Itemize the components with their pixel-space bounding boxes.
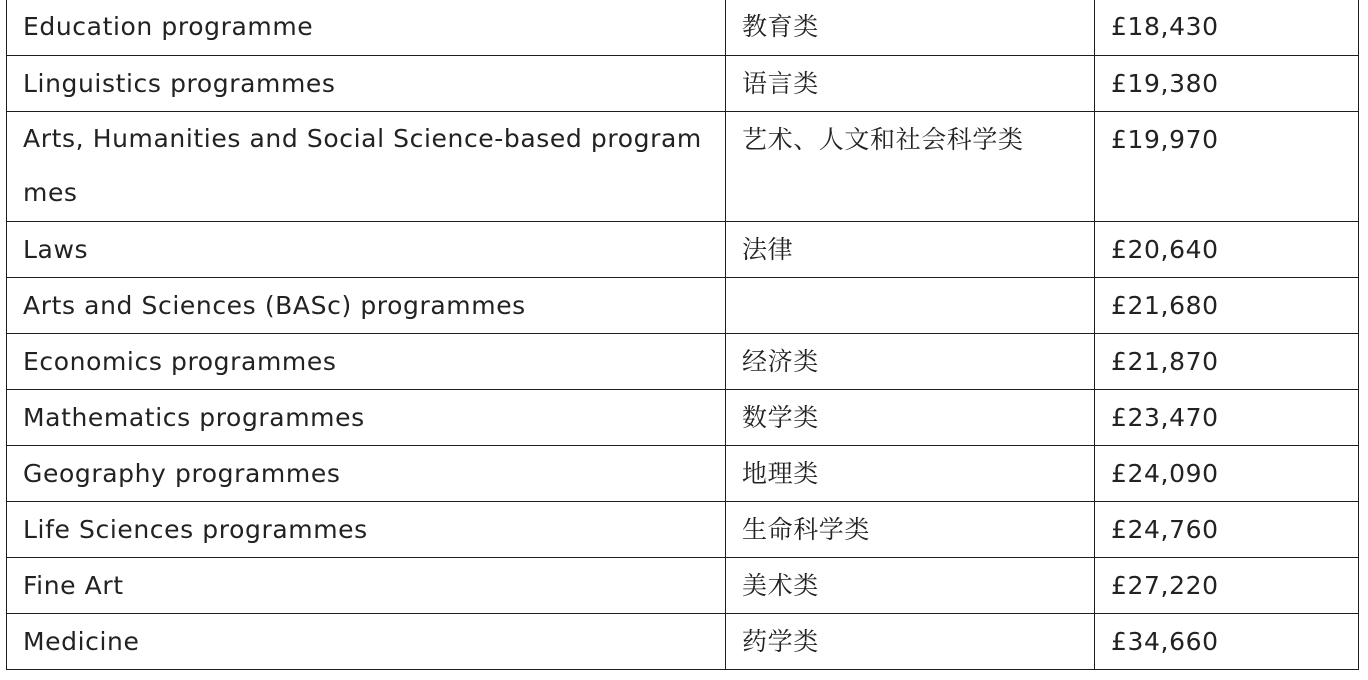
- fee-amount: £21,680: [1111, 290, 1219, 320]
- programme-name-cell: [7, 277, 726, 333]
- fee-cell: [1095, 111, 1359, 221]
- chinese-category-cell: [726, 111, 1095, 221]
- programme-name: Medicine: [23, 626, 140, 656]
- fee-amount: £19,380: [1111, 68, 1219, 98]
- table-row: [7, 111, 1359, 221]
- table-row: [7, 445, 1359, 501]
- table-row: [7, 277, 1359, 333]
- programme-name: Arts, Humanities and Social Science-based programmes: [23, 123, 702, 207]
- chinese-category: 药学类: [742, 626, 819, 656]
- chinese-category: 生命科学类: [742, 514, 871, 544]
- fee-amount: £20,640: [1111, 234, 1219, 264]
- programme-name-cell: [7, 55, 726, 111]
- chinese-category-cell: [726, 613, 1095, 669]
- chinese-category-cell: [726, 277, 1095, 333]
- programme-name-cell: [7, 445, 726, 501]
- fee-cell: [1095, 557, 1359, 613]
- table-row: [7, 501, 1359, 557]
- chinese-category: 数学类: [742, 402, 819, 432]
- chinese-category-cell: [726, 221, 1095, 277]
- fee-cell: [1095, 277, 1359, 333]
- programme-name: Mathematics programmes: [23, 402, 365, 432]
- fee-cell: [1095, 0, 1359, 55]
- programme-name: Education programme: [23, 12, 314, 41]
- fee-amount: £34,660: [1111, 626, 1219, 656]
- table-row: [7, 389, 1359, 445]
- programme-name-cell: [7, 111, 726, 221]
- programme-name: Life Sciences programmes: [23, 514, 368, 544]
- table-row: [7, 55, 1359, 111]
- table-row: [7, 333, 1359, 389]
- chinese-category-cell: [726, 389, 1095, 445]
- programme-name-cell: [7, 221, 726, 277]
- chinese-category: 艺术、人文和社会科学类: [742, 124, 1024, 154]
- table-row: [7, 0, 1359, 55]
- chinese-category: 美术类: [742, 570, 819, 600]
- table-row: [7, 613, 1359, 669]
- programme-name: Geography programmes: [23, 458, 341, 488]
- programme-name-cell: [7, 333, 726, 389]
- table-row: [7, 557, 1359, 613]
- chinese-category-cell: [726, 333, 1095, 389]
- fee-cell: [1095, 389, 1359, 445]
- programme-name: Fine Art: [23, 570, 124, 600]
- chinese-category-cell: [726, 557, 1095, 613]
- chinese-category: 法律: [742, 234, 794, 264]
- chinese-category: 教育类: [742, 12, 819, 41]
- programme-name: Arts and Sciences (BASc) programmes: [23, 290, 526, 320]
- programme-name-cell: [7, 0, 726, 55]
- programme-name-cell: [7, 557, 726, 613]
- programme-name-cell: [7, 613, 726, 669]
- fee-amount: £18,430: [1111, 12, 1219, 41]
- fee-amount: £21,870: [1111, 346, 1219, 376]
- programme-name: Economics programmes: [23, 346, 337, 376]
- fee-amount: £27,220: [1111, 570, 1219, 600]
- chinese-category: 地理类: [742, 458, 819, 488]
- programme-name-cell: [7, 389, 726, 445]
- chinese-category: 经济类: [742, 346, 819, 376]
- fee-cell: [1095, 333, 1359, 389]
- fee-cell: [1095, 501, 1359, 557]
- fee-amount: £24,090: [1111, 458, 1219, 488]
- chinese-category: [742, 278, 1080, 292]
- chinese-category-cell: [726, 501, 1095, 557]
- programme-name: Linguistics programmes: [23, 68, 336, 98]
- programme-name-cell: [7, 501, 726, 557]
- table-row: [7, 221, 1359, 277]
- fee-amount: £23,470: [1111, 402, 1219, 432]
- fee-cell: [1095, 55, 1359, 111]
- tuition-fee-table: [6, 0, 1359, 670]
- fee-amount: £24,760: [1111, 514, 1219, 544]
- fee-cell: [1095, 445, 1359, 501]
- chinese-category: 语言类: [742, 68, 819, 98]
- chinese-category-cell: [726, 445, 1095, 501]
- fee-amount: £19,970: [1111, 124, 1219, 154]
- fee-cell: [1095, 613, 1359, 669]
- chinese-category-cell: [726, 0, 1095, 55]
- programme-name: Laws: [23, 234, 89, 264]
- chinese-category-cell: [726, 55, 1095, 111]
- fee-cell: [1095, 221, 1359, 277]
